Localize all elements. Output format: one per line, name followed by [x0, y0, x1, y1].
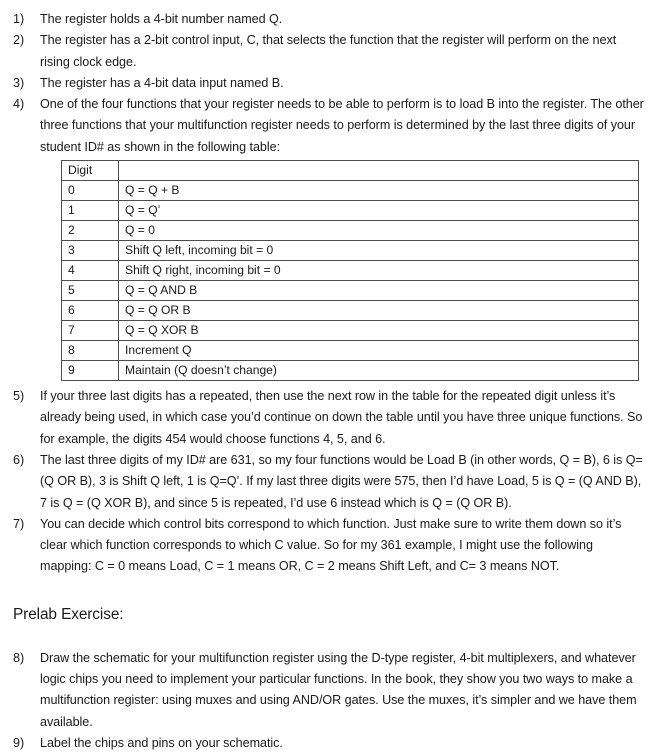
list-marker: 9): [13, 735, 25, 750]
list-text: The last three digits of my ID# are 631, so my four functions would be Load B (in other words, Q = B), 6 is Q=(Q OR B), 3 is Shift Q left, 1 is Q=Q’. If my last three digits were 575, then I’d have Load, 5 is Q = (Q AND B), 7 is Q = (Q XOR B), and since 5 is repeated, I’d use 6 instead which is Q = (Q OR B).: [40, 452, 643, 510]
list-marker: 7): [13, 516, 25, 531]
table-row: [62, 281, 639, 301]
table-cell-digit: 4: [62, 261, 119, 281]
list-text: You can decide which control bits correspond to which function. Just make sure to write them down so it’s clear which function corresponds to which C value. So for my 361 example, I might use the following mapping: C = 0 means Load, C = 1 means OR, C = 2 means Shift Left, and C= 3 means NOT.: [40, 516, 622, 574]
list-marker: 8): [13, 650, 25, 665]
table-cell-function: Q = 0: [119, 221, 639, 241]
table-cell-function: Increment Q: [119, 341, 639, 361]
table-cell-digit: 3: [62, 241, 119, 261]
list-item: [13, 450, 646, 514]
list-text: The register has a 2-bit control input, C, that selects the function that the register will perform on the next rising clock edge.: [40, 33, 617, 69]
table-row: [62, 361, 639, 381]
table-cell-function: Shift Q right, incoming bit = 0: [119, 261, 639, 281]
list-text: If your three last digits has a repeated, then use the next row in the table for the repeated digit unless it’s already being used, in which case you’d continue on down the table until you have three unique functions. So for example, the digits 454 would choose functions 4, 5, and 6.: [40, 389, 643, 446]
table-cell-function: Q = Q XOR B: [119, 321, 639, 341]
table-cell-digit: 6: [62, 301, 119, 321]
table-row: [62, 301, 639, 321]
table-row: [62, 181, 639, 201]
list-marker: 5): [13, 389, 25, 404]
table-cell-digit: 1: [62, 201, 119, 221]
table-header-cell-digit: Digit: [62, 161, 119, 181]
list-marker: 6): [13, 452, 25, 467]
table-row: [62, 241, 639, 261]
table-cell-function: Shift Q left, incoming bit = 0: [119, 241, 639, 261]
table-head: [62, 161, 639, 181]
table-cell-function: Q = Q OR B: [119, 301, 639, 321]
table-row: [62, 321, 639, 341]
list-item: [13, 30, 646, 73]
list-text: Draw the schematic for your multifunction register using the D-type register, 4-bit multiplexers, and whatever logic chips you need to implement your particular functions. In the book, they show you two ways to make a multifunction register: using muxes and using AND/OR gates. Use the muxes, it’s simpler and we have them available.: [40, 650, 637, 729]
spacer: [13, 625, 646, 648]
list-item: [13, 514, 646, 578]
list-marker: 1): [13, 12, 25, 26]
table-cell-digit: 9: [62, 361, 119, 381]
table-row: [62, 261, 639, 281]
table-row: [62, 341, 639, 361]
table-cell-digit: 5: [62, 281, 119, 301]
digit-function-table: [61, 160, 639, 381]
table-cell-digit: 2: [62, 221, 119, 241]
table-cell-function: Maintain (Q doesn’t change): [119, 361, 639, 381]
table-header-cell-function: [119, 161, 639, 181]
list-text: One of the four functions that your register needs to be able to perform is to load B into the register. The other three functions that your multifunction register needs to perform is determined by the last three digits of your student ID# as shown in the following table:: [40, 97, 644, 154]
list-text: Label the chips and pins on your schematic.: [40, 735, 283, 750]
list-marker: 2): [13, 33, 25, 48]
list-text: The register has a 4-bit data input named B.: [40, 75, 284, 90]
list-item: [13, 94, 646, 158]
table-cell-digit: 8: [62, 341, 119, 361]
list-item: [13, 73, 646, 94]
instruction-list-bottom: [13, 386, 646, 578]
table-cell-digit: 7: [62, 321, 119, 341]
section-heading-prelab-exercise: Prelab Exercise:: [13, 605, 124, 623]
list-text: The register holds a 4-bit number named Q.: [40, 12, 283, 26]
table-cell-function: Q = Q’: [119, 201, 639, 221]
list-item: [13, 733, 646, 754]
list-item: [13, 648, 646, 733]
list-marker: 4): [13, 97, 25, 112]
table-cell-function: Q = Q AND B: [119, 281, 639, 301]
instruction-list-top: [13, 9, 646, 158]
table-cell-function: Q = Q + B: [119, 181, 639, 201]
table-cell-digit: 0: [62, 181, 119, 201]
table-row: [62, 221, 639, 241]
list-item: [13, 9, 646, 30]
prelab-list: [13, 648, 646, 754]
digit-function-table-container: [13, 158, 646, 383]
spacer: [13, 578, 646, 605]
list-item: [13, 386, 646, 450]
list-marker: 3): [13, 75, 25, 90]
table-header-row: [62, 161, 639, 181]
table-row: [62, 201, 639, 221]
table-body: [62, 181, 639, 381]
